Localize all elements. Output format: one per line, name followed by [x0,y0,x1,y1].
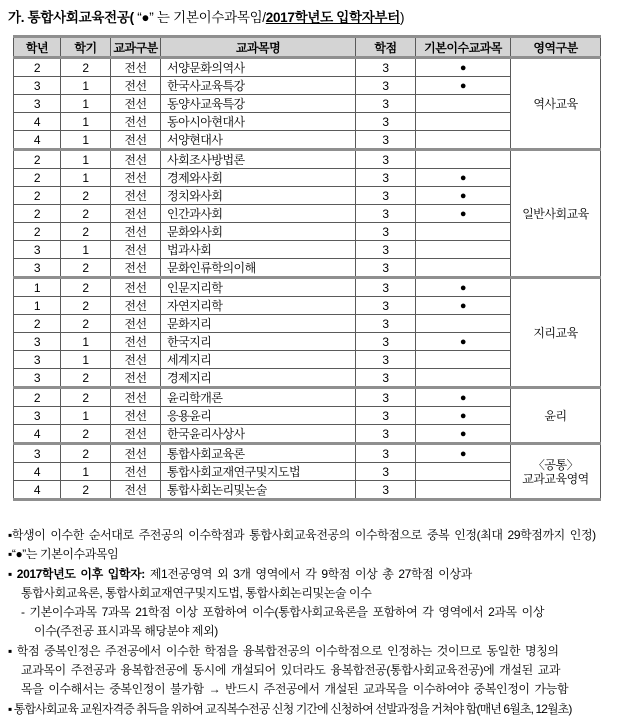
title-year-highlight: 2017학년도 입학자부터 [265,10,400,25]
semester-cell: 1 [61,351,111,369]
semester-cell: 2 [61,388,111,407]
course-type-cell: 전선 [111,425,161,444]
footnotes [8,526,640,719]
course-name-cell: 한국사교육특강 [161,77,356,95]
course-table-body [14,58,601,500]
footnote-text: 제1전공영역 외 3개 영역에서 각 9학점 이상 총 27학점 이상과 [144,566,472,581]
course-type-cell: 전선 [111,187,161,205]
area-cell: 지리교육 [511,278,601,388]
grade-cell: 2 [14,169,61,187]
basic-course-marker: ● [416,407,511,425]
course-type-cell: 전선 [111,407,161,425]
course-type-cell: 전선 [111,297,161,315]
grade-cell: 2 [14,187,61,205]
basic-course-cell [416,315,511,333]
credits-cell: 3 [356,95,416,113]
course-name-cell: 문화인류학의이해 [161,259,356,278]
grade-cell: 4 [14,131,61,150]
semester-cell: 2 [61,444,111,463]
credits-cell: 3 [356,241,416,259]
credits-cell: 3 [356,297,416,315]
credits-cell: 3 [356,150,416,169]
basic-course-marker: ● [416,187,511,205]
course-type-cell: 전선 [111,113,161,131]
semester-cell: 2 [61,278,111,297]
col-header-area: 영역구분 [511,37,601,58]
footnote-line [8,584,640,603]
course-table [13,35,601,501]
course-name-cell: 문화지리 [161,315,356,333]
course-name-cell: 문화와사회 [161,223,356,241]
basic-course-cell [416,131,511,150]
footnote-text: - 기본이수과목 7과목 21학점 이상 포함하여 이수(통합사회교육론을 포함하여 각 영역에서 2과목 이상 [21,605,545,620]
col-header-semester: 학기 [61,37,111,58]
footnote-text: ▪학생이 이수한 순서대로 주전공의 이수학점과 통합사회교육전공의 이수학점으로 중복 인정(최대 29학점까지 인정) [8,528,596,542]
table-row [14,388,601,407]
grade-cell: 3 [14,259,61,278]
grade-cell: 4 [14,113,61,131]
course-name-cell: 법과사회 [161,241,356,259]
credits-cell: 3 [356,407,416,425]
basic-course-marker: ● [416,278,511,297]
course-name-cell: 서양현대사 [161,131,356,150]
course-name-cell: 통합사회교육론 [161,444,356,463]
course-type-cell: 전선 [111,241,161,259]
course-name-cell: 통합사회논리및논술 [161,481,356,500]
semester-cell: 1 [61,241,111,259]
footnote-text: 교과목이 주전공과 융복합전공에 동시에 개설되어 있더라도 융복합전공(통합사회교육전공)에 개설된 교과 [21,663,561,678]
semester-cell: 2 [61,223,111,241]
credits-cell: 3 [356,278,416,297]
grade-cell: 2 [14,58,61,77]
course-name-cell: 동아시아현대사 [161,113,356,131]
semester-cell: 2 [61,369,111,388]
credits-cell: 3 [356,388,416,407]
course-type-cell: 전선 [111,481,161,500]
col-header-course-name: 교과목명 [161,37,356,58]
footnote-text: ▪ 학점 중복인정은 주전공에서 이수한 학점을 융복합전공의 이수학점으로 인정하는 것이므로 동일한 명칭의 [8,643,559,658]
basic-course-cell [416,463,511,481]
table-row [14,58,601,77]
col-header-credits: 학점 [356,37,416,58]
course-type-cell: 전선 [111,95,161,113]
grade-cell: 4 [14,481,61,500]
course-name-cell: 동양사교육특강 [161,95,356,113]
footnote-line [8,642,640,661]
footnote-line [8,545,640,564]
grade-cell: 4 [14,425,61,444]
course-name-cell: 경제지리 [161,369,356,388]
footnote-line [8,565,640,584]
credits-cell: 3 [356,481,416,500]
course-name-cell: 정치와사회 [161,187,356,205]
footnote-line [8,700,640,719]
basic-course-cell [416,113,511,131]
area-cell: 역사교육 [511,58,601,150]
title-legend: “●” 는 기본이수과목임/ [133,10,266,25]
table-header-row [14,37,601,58]
credits-cell: 3 [356,425,416,444]
semester-cell: 2 [61,259,111,278]
credits-cell: 3 [356,77,416,95]
grade-cell: 3 [14,333,61,351]
semester-cell: 1 [61,169,111,187]
col-header-course-type: 교과구분 [111,37,161,58]
credits-cell: 3 [356,369,416,388]
course-type-cell: 전선 [111,278,161,297]
credits-cell: 3 [356,187,416,205]
course-type-cell: 전선 [111,58,161,77]
course-name-cell: 사회조사방법론 [161,150,356,169]
semester-cell: 1 [61,113,111,131]
footnote-text: ▪ 통합사회교육 교원자격증 취득을 위하여 교직복수전공 신청 기간에 신청하여 선발과정을 거쳐야 함(매년 6월초, 12월초) [8,701,572,716]
credits-cell: 3 [356,444,416,463]
footnote-text: ▪“●”는 기본이수과목임 [8,547,119,562]
basic-course-marker: ● [416,205,511,223]
semester-cell: 2 [61,481,111,500]
course-type-cell: 전선 [111,131,161,150]
semester-cell: 1 [61,407,111,425]
footnote-line [8,526,640,545]
course-type-cell: 전선 [111,369,161,388]
course-name-cell: 윤리학개론 [161,388,356,407]
table-row [14,278,601,297]
course-type-cell: 전선 [111,333,161,351]
credits-cell: 3 [356,58,416,77]
table-row [14,444,601,463]
area-cell: 윤리 [511,388,601,444]
course-type-cell: 전선 [111,388,161,407]
grade-cell: 1 [14,278,61,297]
credits-cell: 3 [356,169,416,187]
grade-cell: 3 [14,95,61,113]
course-type-cell: 전선 [111,205,161,223]
course-name-cell: 경제와사회 [161,169,356,187]
credits-cell: 3 [356,351,416,369]
basic-course-marker: ● [416,333,511,351]
credits-cell: 3 [356,463,416,481]
footnote-text: 목을 이수해서는 중복인정이 불가함 → 반드시 주전공에서 개설된 교과목을 이수하여야 중복인정이 가능함 [21,682,569,697]
area-cell: 〈공통〉 교과교육영역 [511,444,601,500]
basic-course-marker: ● [416,77,511,95]
credits-cell: 3 [356,131,416,150]
course-type-cell: 전선 [111,150,161,169]
page-title [8,6,404,26]
basic-course-marker: ● [416,58,511,77]
semester-cell: 2 [61,187,111,205]
semester-cell: 1 [61,333,111,351]
basic-course-marker: ● [416,169,511,187]
basic-course-cell [416,481,511,500]
course-name-cell: 통합사회교재연구및지도법 [161,463,356,481]
basic-course-cell [416,150,511,169]
footnote-line [8,603,640,622]
grade-cell: 3 [14,351,61,369]
title-prefix: 가. 통합사회교육전공( [8,10,134,25]
course-name-cell: 응용윤리 [161,407,356,425]
semester-cell: 2 [61,58,111,77]
course-name-cell: 한국윤리사상사 [161,425,356,444]
credits-cell: 3 [356,333,416,351]
semester-cell: 1 [61,131,111,150]
basic-course-marker: ● [416,425,511,444]
footnote-line [8,661,640,680]
basic-course-cell [416,223,511,241]
grade-cell: 3 [14,241,61,259]
grade-cell: 2 [14,388,61,407]
table-row [14,150,601,169]
semester-cell: 2 [61,297,111,315]
course-name-cell: 세계지리 [161,351,356,369]
course-type-cell: 전선 [111,259,161,278]
semester-cell: 1 [61,95,111,113]
course-name-cell: 서양문화의역사 [161,58,356,77]
course-name-cell: 인문지리학 [161,278,356,297]
basic-course-cell [416,95,511,113]
grade-cell: 2 [14,205,61,223]
semester-cell: 1 [61,77,111,95]
grade-cell: 3 [14,77,61,95]
footnote-text: ▪ [8,566,17,581]
credits-cell: 3 [356,113,416,131]
footnote-line [8,680,640,699]
credits-cell: 3 [356,223,416,241]
course-name-cell: 인간과사회 [161,205,356,223]
grade-cell: 3 [14,369,61,388]
basic-course-cell [416,259,511,278]
semester-cell: 2 [61,205,111,223]
semester-cell: 1 [61,150,111,169]
footnote-text: 통합사회교육론, 통합사회교재연구및지도법, 통합사회논리및논술 이수 [21,585,372,600]
grade-cell: 4 [14,463,61,481]
course-type-cell: 전선 [111,77,161,95]
course-type-cell: 전선 [111,444,161,463]
semester-cell: 2 [61,425,111,444]
title-suffix: ) [399,10,405,25]
col-header-grade: 학년 [14,37,61,58]
course-type-cell: 전선 [111,315,161,333]
course-name-cell: 자연지리학 [161,297,356,315]
grade-cell: 2 [14,315,61,333]
semester-cell: 1 [61,463,111,481]
semester-cell: 2 [61,315,111,333]
basic-course-marker: ● [416,297,511,315]
grade-cell: 3 [14,407,61,425]
credits-cell: 3 [356,205,416,223]
course-type-cell: 전선 [111,223,161,241]
credits-cell: 3 [356,315,416,333]
grade-cell: 3 [14,444,61,463]
grade-cell: 1 [14,297,61,315]
footnote-bold-text: 2017학년도 이후 입학자: [16,566,145,581]
course-type-cell: 전선 [111,463,161,481]
area-cell: 일반사회교육 [511,150,601,278]
basic-course-marker: ● [416,444,511,463]
course-type-cell: 전선 [111,169,161,187]
basic-course-cell [416,369,511,388]
basic-course-cell [416,351,511,369]
footnote-line [8,622,640,641]
col-header-basic-course: 기본이수교과목 [416,37,511,58]
credits-cell: 3 [356,259,416,278]
grade-cell: 2 [14,223,61,241]
footnote-text: 이수(주전공 표시과목 해당분야 제외) [34,624,218,639]
grade-cell: 2 [14,150,61,169]
basic-course-cell [416,241,511,259]
basic-course-marker: ● [416,388,511,407]
course-name-cell: 한국지리 [161,333,356,351]
course-type-cell: 전선 [111,351,161,369]
